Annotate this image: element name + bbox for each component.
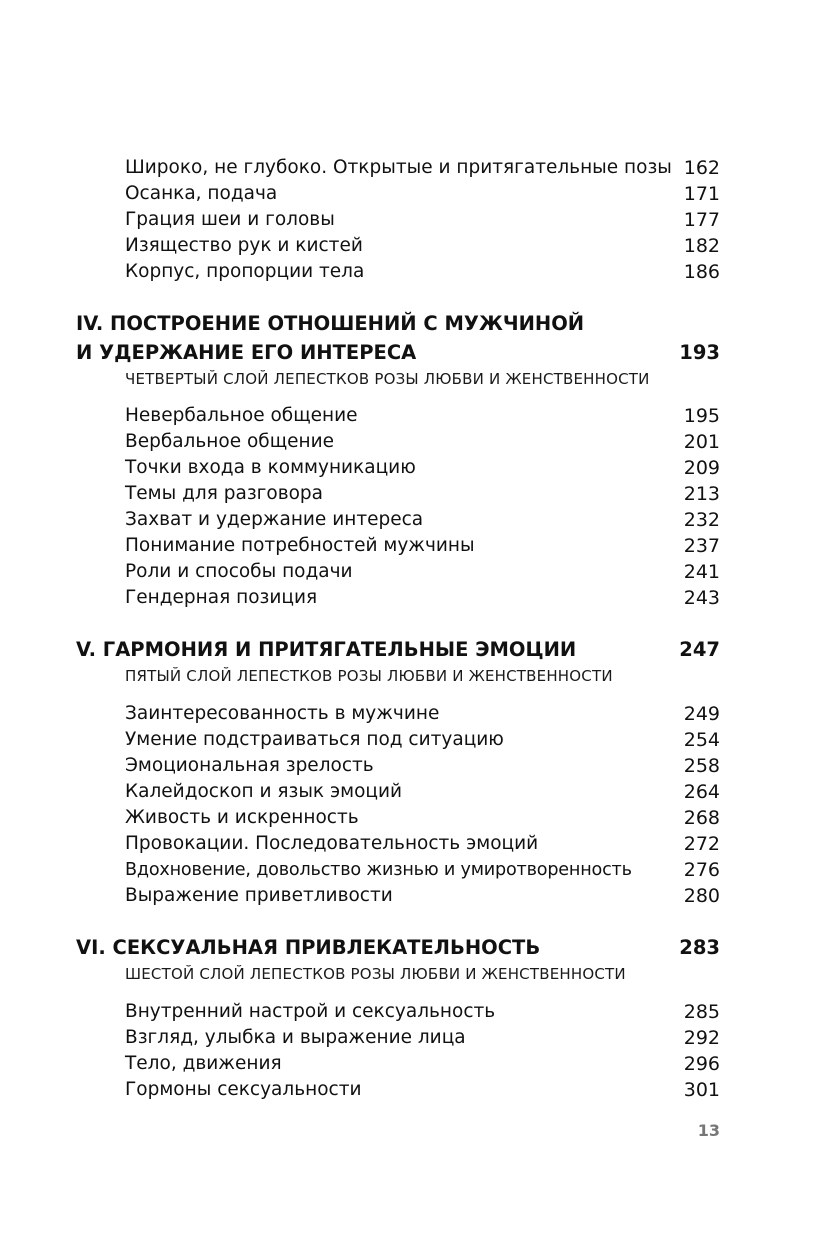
toc-entry bbox=[125, 727, 720, 753]
toc-entry-page: 201 bbox=[683, 431, 720, 453]
toc-entry bbox=[125, 155, 720, 181]
toc-entry-page: 292 bbox=[683, 1027, 720, 1049]
toc-entry bbox=[125, 507, 720, 533]
toc-entry bbox=[125, 1051, 720, 1077]
toc-entry bbox=[125, 857, 720, 883]
toc-entry-page: 272 bbox=[683, 833, 720, 855]
toc-entry-title: Невербальное общение bbox=[125, 405, 358, 426]
toc-entry-page: 276 bbox=[683, 859, 720, 881]
toc-entry bbox=[125, 533, 720, 559]
toc-entry-title: Роли и способы подачи bbox=[125, 561, 353, 582]
toc-entry-title: Выражение приветливости bbox=[125, 885, 393, 906]
chapter-page: 193 bbox=[679, 341, 720, 364]
toc-entry-title: Заинтересованность в мужчине bbox=[125, 703, 440, 724]
toc-entry bbox=[125, 585, 720, 611]
toc-entry-page: 177 bbox=[683, 209, 720, 231]
chapter-page: 247 bbox=[679, 638, 720, 661]
toc-entry-title: Провокации. Последовательность эмоций bbox=[125, 833, 539, 854]
chapter-title: VI. СЕКСУАЛЬНАЯ ПРИВЛЕКАТЕЛЬНОСТЬ bbox=[76, 936, 541, 959]
toc-entry-page: 186 bbox=[683, 261, 720, 283]
toc-entry-page: 296 bbox=[683, 1053, 720, 1075]
toc-entry bbox=[125, 481, 720, 507]
toc-entry bbox=[125, 805, 720, 831]
toc-entry-title: Грация шеи и головы bbox=[125, 209, 335, 230]
toc-entry-title: Гендерная позиция bbox=[125, 587, 318, 608]
toc-entry-title: Вдохновение, довольство жизнью и умиротворенность bbox=[125, 860, 632, 880]
toc-entry bbox=[125, 1025, 720, 1051]
toc-entry bbox=[125, 207, 720, 233]
toc-entry-title: Взгляд, улыбка и выражение лица bbox=[125, 1027, 466, 1048]
toc-entry-page: 264 bbox=[683, 781, 720, 803]
chapter-heading bbox=[76, 309, 720, 367]
toc-entry-page: 162 bbox=[683, 157, 720, 179]
chapter-subtitle: ЧЕТВЕРТЫЙ СЛОЙ ЛЕПЕСТКОВ РОЗЫ ЛЮБВИ И ЖЕНСТВЕННОСТИ bbox=[125, 370, 650, 388]
toc-entry-title: Осанка, подача bbox=[125, 183, 278, 204]
toc-entry-title: Вербальное общение bbox=[125, 431, 335, 452]
toc-entry bbox=[125, 559, 720, 585]
toc-entry-page: 268 bbox=[683, 807, 720, 829]
toc-entry-page: 237 bbox=[683, 535, 720, 557]
toc-entry-page: 241 bbox=[683, 561, 720, 583]
toc-entry-page: 195 bbox=[683, 405, 720, 427]
toc-entry-title: Точки входа в коммуникацию bbox=[125, 457, 416, 478]
toc-entry bbox=[125, 259, 720, 285]
toc-entry-page: 285 bbox=[683, 1001, 720, 1023]
chapter-title-line2: И УДЕРЖАНИЕ ЕГО ИНТЕРЕСА bbox=[76, 341, 417, 364]
toc-entry-page: 209 bbox=[683, 457, 720, 479]
chapter-subtitle: ШЕСТОЙ СЛОЙ ЛЕПЕСТКОВ РОЗЫ ЛЮБВИ И ЖЕНСТВЕННОСТИ bbox=[125, 965, 626, 983]
toc-entry bbox=[125, 233, 720, 259]
toc-entry-page: 171 bbox=[683, 183, 720, 205]
toc-entry bbox=[125, 701, 720, 727]
toc-entry-title: Корпус, пропорции тела bbox=[125, 261, 365, 282]
toc-entry-title: Захват и удержание интереса bbox=[125, 509, 424, 530]
page-number: 13 bbox=[697, 1121, 720, 1140]
toc-entry-page: 280 bbox=[683, 885, 720, 907]
toc-entry-page: 301 bbox=[683, 1079, 720, 1101]
chapter-heading bbox=[76, 933, 720, 962]
toc-entry bbox=[125, 455, 720, 481]
toc-entry-page: 258 bbox=[683, 755, 720, 777]
toc-entry-title: Темы для разговора bbox=[125, 483, 324, 504]
toc-entry-title: Изящество рук и кистей bbox=[125, 235, 363, 256]
toc-entry-page: 232 bbox=[683, 509, 720, 531]
toc-entry bbox=[125, 181, 720, 207]
toc-entry bbox=[125, 999, 720, 1025]
toc-entry-page: 243 bbox=[683, 587, 720, 609]
toc-entry-page: 254 bbox=[683, 729, 720, 751]
toc-entry bbox=[125, 779, 720, 805]
toc-entry bbox=[125, 429, 720, 455]
toc-entry-page: 249 bbox=[683, 703, 720, 725]
chapter-title-line1: IV. ПОСТРОЕНИЕ ОТНОШЕНИЙ С МУЖЧИНОЙ bbox=[76, 312, 585, 335]
toc-entry-title: Живость и искренность bbox=[125, 807, 359, 828]
toc-entry-title: Тело, движения bbox=[125, 1053, 282, 1074]
toc-entry-title: Умение подстраиваться под ситуацию bbox=[125, 729, 504, 750]
toc-entry-page: 182 bbox=[683, 235, 720, 257]
toc-entry bbox=[125, 403, 720, 429]
toc-entry bbox=[125, 753, 720, 779]
toc-entry bbox=[125, 883, 720, 909]
chapter-subtitle: ПЯТЫЙ СЛОЙ ЛЕПЕСТКОВ РОЗЫ ЛЮБВИ И ЖЕНСТВЕННОСТИ bbox=[125, 667, 613, 685]
toc-entry-title: Широко, не глубоко. Открытые и притягательные позы bbox=[125, 157, 672, 178]
toc-entry bbox=[125, 831, 720, 857]
chapter-page: 283 bbox=[679, 936, 720, 959]
toc-entry-title: Гормоны сексуальности bbox=[125, 1079, 362, 1100]
chapter-heading bbox=[76, 635, 720, 664]
toc-entry-page: 213 bbox=[683, 483, 720, 505]
toc-entry-title: Эмоциональная зрелость bbox=[125, 755, 374, 776]
chapter-title: V. ГАРМОНИЯ И ПРИТЯГАТЕЛЬНЫЕ ЭМОЦИИ bbox=[76, 638, 577, 661]
toc-entry-title: Калейдоскоп и язык эмоций bbox=[125, 781, 403, 802]
toc-entry-title: Внутренний настрой и сексуальность bbox=[125, 1001, 496, 1022]
toc-entry bbox=[125, 1077, 720, 1103]
toc-entry-title: Понимание потребностей мужчины bbox=[125, 535, 475, 556]
